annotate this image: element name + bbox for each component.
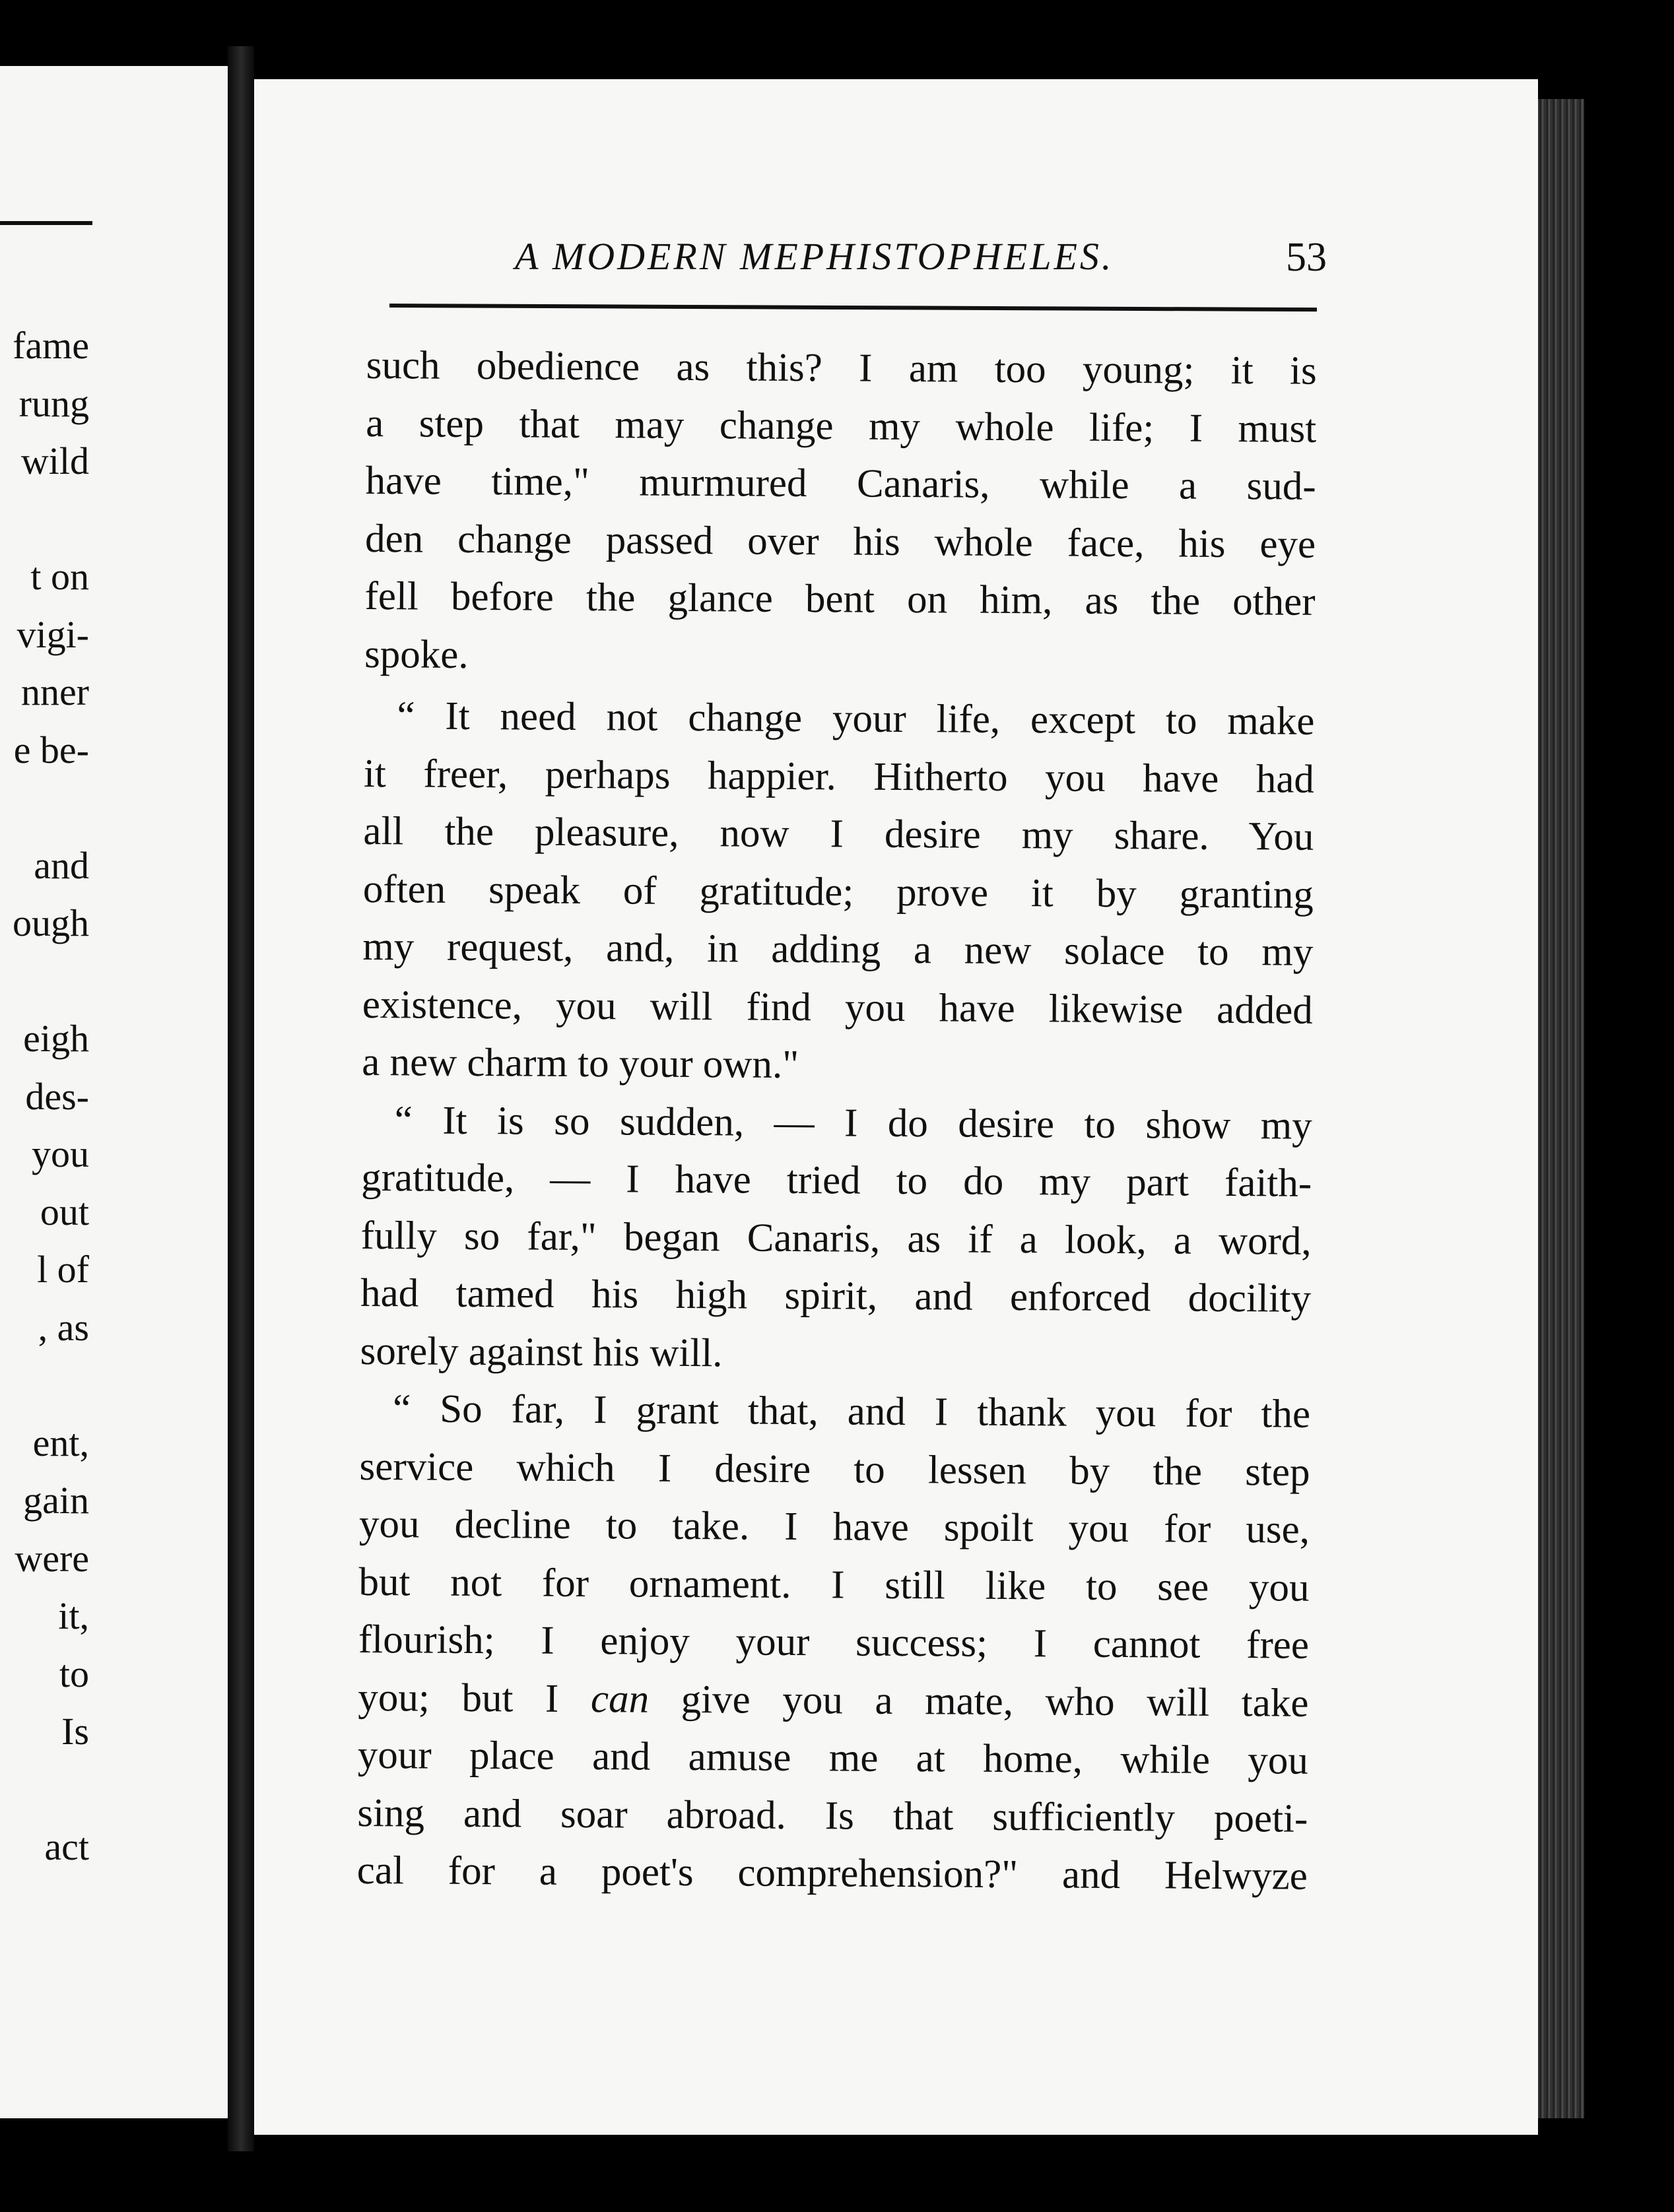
text-segment: give you a mate, who will take [681, 1677, 1309, 1726]
facing-line [0, 490, 89, 548]
facing-line: , as [38, 1305, 89, 1349]
facing-line: nner [20, 670, 89, 713]
text-line: had tamed his high spirit, and enforced docility [360, 1270, 1312, 1321]
text-line: spoke. [364, 632, 469, 677]
text-line: gratitude, — I have tried to do my part faith- [361, 1155, 1312, 1206]
facing-line: l of [37, 1248, 89, 1291]
facing-line: out [40, 1190, 89, 1233]
facing-line: t on [30, 555, 89, 598]
text-line: but not for ornament. I still like to see you [358, 1559, 1310, 1610]
emphasis-word: can [590, 1676, 650, 1722]
text-line: have time," murmured Canaris, while a sud- [365, 458, 1316, 509]
facing-line: rung [18, 381, 89, 425]
running-head: A MODERN MEPHISTOPHELES. [515, 235, 1114, 278]
facing-line: were [15, 1536, 89, 1580]
facing-line: Is [61, 1710, 89, 1753]
facing-page-rule [0, 221, 92, 225]
text-line: cal for a poet's comprehension?" and Helwyze [356, 1848, 1308, 1899]
page-number: 53 [1286, 235, 1327, 280]
text-line: “ It need not change your life, except to make [397, 694, 1315, 744]
facing-line: to [59, 1652, 89, 1695]
text-segment: you; but I [358, 1675, 559, 1721]
facing-line: ent, [32, 1421, 89, 1464]
facing-line [0, 779, 89, 837]
facing-line: it, [58, 1594, 89, 1637]
text-line: “ So far, I grant that, and I thank you for the [392, 1386, 1311, 1437]
facing-line: fame [13, 324, 89, 367]
text-line: it freer, perhaps happier. Hitherto you have had [363, 751, 1315, 802]
facing-line [0, 1761, 89, 1819]
facing-line: des- [25, 1074, 89, 1118]
facing-line: act [44, 1825, 89, 1868]
text-line: flourish; I enjoy your success; I cannot free [358, 1617, 1310, 1668]
facing-line: e be- [13, 728, 89, 771]
facing-line: eigh [23, 1017, 89, 1060]
book-gutter [228, 46, 254, 2151]
text-line: service which I desire to lessen by the step [359, 1444, 1310, 1495]
text-line: often speak of gratitude; prove it by granting [362, 866, 1314, 917]
facing-line: and [34, 843, 89, 887]
text-line: fell before the glance bent on him, as the other [364, 573, 1316, 624]
text-line: my request, and, in adding a new solace to my [362, 924, 1314, 975]
facing-line [0, 952, 89, 1010]
text-line-with-emphasis [358, 1668, 1309, 1732]
body-text [357, 337, 1317, 1905]
text-line: such obedience as this? I am too young; it is [366, 342, 1317, 393]
text-line: “ It is so sudden, — I do desire to show my [394, 1097, 1312, 1148]
facing-page-text [0, 317, 89, 1876]
text-line: sing and soar abroad. Is that sufficiently poeti- [357, 1790, 1308, 1841]
text-line: sorely against his will. [360, 1328, 723, 1375]
page-edges [1538, 99, 1584, 2118]
facing-line [0, 1356, 89, 1414]
facing-line: vigi- [17, 612, 89, 656]
text-line: all the pleasure, now I desire my share. You [363, 808, 1314, 859]
facing-line: ough [13, 901, 89, 944]
facing-line: you [32, 1132, 89, 1175]
text-line: fully so far," began Canaris, as if a look, a word, [360, 1213, 1312, 1264]
page-header [515, 234, 1327, 287]
text-line: a new charm to your own." [362, 1039, 799, 1088]
text-line: den change passed over his whole face, his eye [364, 516, 1316, 567]
facing-line: gain [23, 1479, 89, 1522]
text-line: your place and amuse me at home, while you [357, 1732, 1309, 1783]
text-line: a step that may change my whole life; I must [365, 401, 1317, 451]
text-line: you decline to take. I have spoilt you for use, [358, 1501, 1310, 1552]
facing-line: wild [20, 439, 89, 482]
text-line: existence, you will find you have likewise added [362, 982, 1313, 1033]
